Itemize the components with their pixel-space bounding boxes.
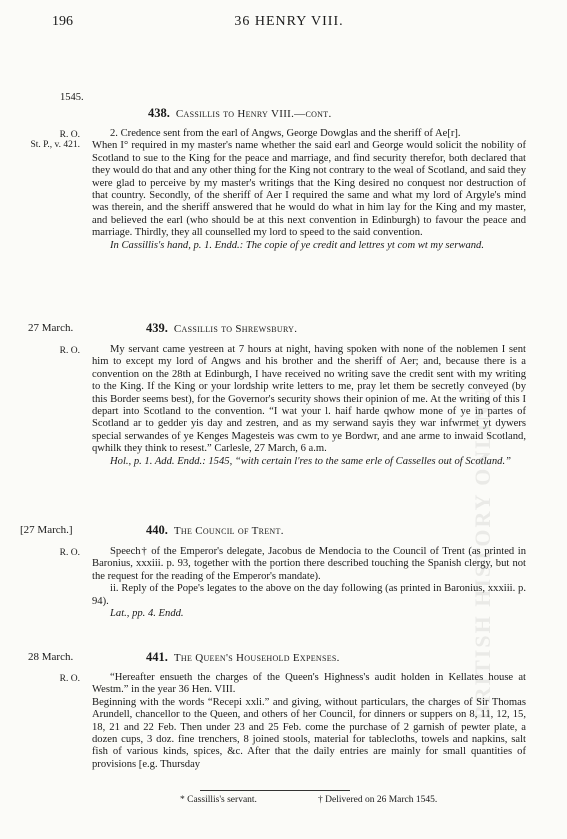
watermark: BRITISH HISTORY ONLINE xyxy=(470,387,495,720)
paragraph: 2. Credence sent from the earl of Angws, George Dowglas and the sheriff of Ae[r]. xyxy=(110,128,461,139)
paragraph: Speech† of the Emperor's delegate, Jacobus de Mendocia to the Council of Trent (as printed in Baronius, xxxiii. p. 93, together with the portion there described touching the Spanish clergy, but not the request for the reading of the Emperor's mandate). xyxy=(92,546,526,582)
entry-number: 439. xyxy=(146,321,168,335)
paragraph: ii. Reply of the Pope's legates to the above on the day following (as printed in Baronius, xxxiii. p. 94). xyxy=(92,583,526,607)
entry-date: [27 March.] xyxy=(20,524,73,536)
entry-title: Cassillis to Shrewsbury. xyxy=(173,323,298,335)
entry-number: 441. xyxy=(146,650,168,664)
entry-439-heading xyxy=(146,321,297,336)
entry-title: The Council of Trent. xyxy=(173,525,284,537)
page-header xyxy=(52,14,526,36)
year-label: 1545. xyxy=(60,92,84,103)
paragraph: My servant came yestreen at 7 hours at night, having spoken with none of the noblemen I sent him to except my lord of Angws and his brother and the sheriff of Aer; and, because there is a convention on the 28th at Edinburgh, I have received no writing save the credit sent with my writing to the King. If the King or your lordship write letters to me, pray let them be secretly conveyed (by this Border seems best), for the Governor's security shows their opinion of me. At the writing of this I depart into Scotland to the convention. “I wat your l. haif harde qwhow mone of ye in partes of Scotland ar to gedder yis day and zestren, and as my serwand sayis they war infwrmet yt dywers special serwandes of ye Kenges Magesteis was cwm to ye Bordwr, and ane arme to inwaid Scotland, qwhilk they think to resest.” Carlesle, 27 March, 6 a.m. xyxy=(92,344,526,455)
entry-date: 28 March. xyxy=(28,651,74,663)
entry-440-heading xyxy=(146,523,284,538)
margin-ref: R. O. xyxy=(59,130,80,140)
page-number: 196 xyxy=(52,14,73,29)
footnote: † Delivered on 26 March 1545. xyxy=(318,795,438,805)
margin-ref: St. P., v. 421. xyxy=(30,140,80,150)
entry-title: Cassillis to Henry VIII.—cont. xyxy=(175,108,332,120)
endorsement-note: In Cassillis's hand, p. 1. Endd.: The copie of ye credit and lettres yt com wt my serwand. xyxy=(110,239,484,251)
endorsement-note: Hol., p. 1. Add. Endd.: 1545, “with certain l'res to the same erle of Casselles out of Scotland.” xyxy=(110,455,511,467)
running-title: 36 HENRY VIII. xyxy=(234,14,344,29)
entry-number: 438. xyxy=(148,106,170,120)
entry-title: The Queen's Household Expenses. xyxy=(173,652,340,664)
footnote: * Cassillis's servant. xyxy=(180,795,257,805)
margin-ref: R. O. xyxy=(59,346,80,356)
margin-ref: R. O. xyxy=(59,548,80,558)
entry-441-body xyxy=(92,672,526,771)
entry-date: 27 March. xyxy=(28,322,74,334)
paragraph: Beginning with the words “Recepi xxli.” and giving, without particulars, the charges of Sir Thomas Arundell, chancellor to the Queen, and others of her Council, for dinners or suppers on 8, 11, 12, 15, 18, 21 and 22 Feb. Then under 23 and 25 Feb. come the purchase of 2 garnish of pewter plate, a dozen cups, 3 doz. fine trenchers, 8 joined stools, material for tablecloths, towels and napkins, salt fish of various kinds, spices, &c. After that the daily entries are mainly for small quantities of provisions [e.g. Thursday xyxy=(92,696,526,770)
entry-439-body xyxy=(92,344,526,468)
entry-438-body xyxy=(92,128,526,252)
entry-number: 440. xyxy=(146,523,168,537)
endorsement-note: Lat., pp. 4. Endd. xyxy=(110,608,184,620)
paragraph: When I° required in my master's name whether the said earl and George would solicit the nobility of Scotland to sue to the King for the peace and marriage, and find security therefor, both declared that they would do that and any other thing for the King not contrary to the weal of Scotland, and said they were glad to perceive by my master's writings that the King desired no conquest nor destruction of that country. Secondly, of the sheriff of Aer I required the same and what my lord of Argyle's mind was therein, and the sheriff answered that he would do what in him lay for the King and my master, and believed the earl (who should be at this next convention in Edinburgh) to favour the peace and marriage. Thirdly, they all counselled my lord to speed to the said convention. xyxy=(92,140,526,239)
entry-441-heading xyxy=(146,650,340,665)
entry-440-body xyxy=(92,546,526,620)
paragraph: “Hereafter ensueth the charges of the Queen's Highness's audit holden in Kellates house at Westm.” in the year 36 Hen. VIII. xyxy=(92,672,526,696)
margin-ref: R. O. xyxy=(59,674,80,684)
footnote-rule xyxy=(200,790,350,791)
entry-438-heading xyxy=(148,106,332,121)
